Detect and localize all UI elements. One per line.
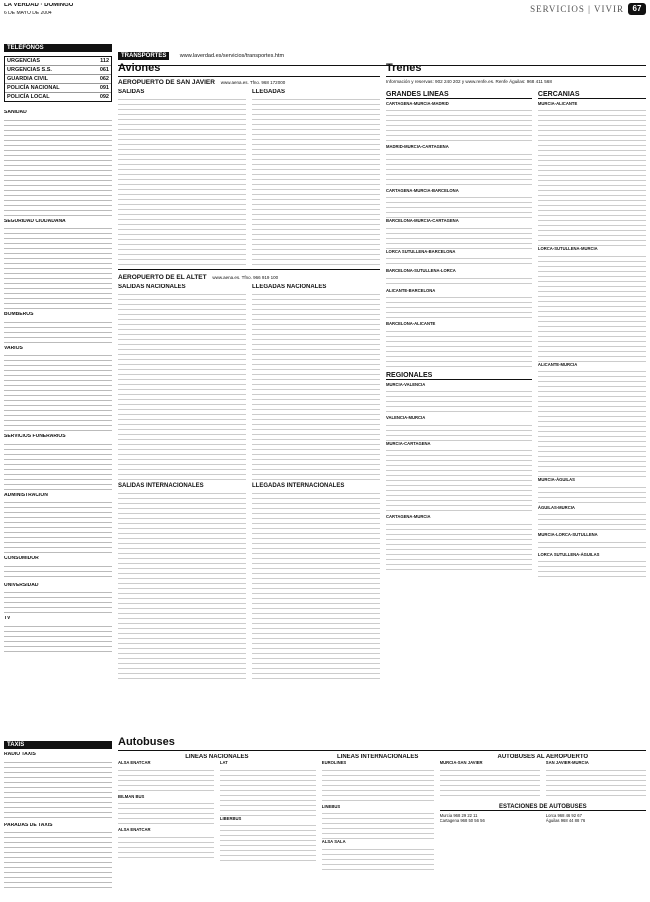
- train-route: LORCA SUTULLENA-ÁGUILAS: [537, 551, 600, 557]
- airport-name: AEROPUERTO DE EL ALTET: [118, 274, 207, 281]
- station-phone: 968 46 92 67: [557, 812, 582, 818]
- phone-list-placeholder: [4, 224, 112, 309]
- emergency-row: [5, 84, 111, 93]
- station-phone: 968 44 88 76: [560, 818, 586, 823]
- train-table-placeholder: [538, 510, 646, 532]
- phone-list-placeholder: [4, 588, 112, 613]
- airport-info: www.aena.es. Tfno. 966 919 100: [212, 275, 279, 280]
- flight-table-placeholder: [118, 489, 246, 679]
- transportes-header: [118, 44, 646, 59]
- airport-info: www.aena.es. Tfno. 968 172000: [220, 80, 286, 85]
- grandes-lineas-heading: GRANDES LÍNEAS: [386, 90, 449, 98]
- regionales-heading: REGIONALES: [386, 371, 433, 379]
- admin-heading: ADMINISTRACIÓN: [4, 492, 48, 498]
- telefonos-column: [4, 44, 112, 734]
- phone-list-placeholder: [4, 562, 112, 580]
- telefonos-title: TELÉFONOS: [4, 44, 112, 52]
- phone-list-placeholder: [4, 440, 112, 490]
- flight-table-placeholder: [252, 290, 380, 480]
- emergency-row: [5, 75, 111, 84]
- bus-info-placeholder: [220, 821, 316, 861]
- emergency-number: 112: [100, 58, 109, 64]
- aeropuerto-heading: AUTOBUSES AL AEROPUERTO: [497, 754, 589, 760]
- sanidad-heading: SANIDAD: [4, 110, 27, 115]
- train-table-placeholder: [538, 106, 646, 246]
- nacionales-heading: LÍNEAS NACIONALES: [185, 754, 249, 760]
- bus-info-placeholder: [118, 799, 214, 827]
- train-table-placeholder: [538, 557, 646, 577]
- emergency-number: 062: [99, 76, 109, 82]
- station-name: Cartagena: [439, 818, 460, 823]
- bus-company: LIBERBUS: [219, 815, 242, 821]
- train-table-placeholder: [386, 327, 532, 367]
- bus-company: ALSA ENATCAR: [118, 827, 151, 832]
- transportes-title: TRANSPORTES: [118, 52, 169, 60]
- train-route: MURCIA-ALICANTE: [537, 100, 578, 106]
- page-number: 67: [628, 3, 646, 15]
- llegadas-nac-heading: LLEGADAS NACIONALES: [252, 284, 327, 290]
- trenes-info: Información y reservas: 902 240 202 y www.renfe.es. Renfe Águilas: 968 411 568: [386, 79, 552, 84]
- estaciones-heading: ESTACIONES DE AUTOBUSES: [499, 803, 587, 810]
- phone-list-placeholder: [4, 498, 112, 553]
- bus-info-placeholder: [322, 845, 434, 873]
- bus-info-placeholder: [322, 809, 434, 839]
- universidad-heading: UNIVERSIDAD: [4, 582, 39, 588]
- san-javier-heading: [118, 79, 380, 86]
- train-table-placeholder: [386, 293, 532, 321]
- train-route: MURCIA-LORCA-SUTULLENA: [537, 532, 598, 537]
- seguridad-heading: SEGURIDAD CIUDADANA: [4, 218, 66, 224]
- station-row: [546, 818, 646, 824]
- emergency-number: 061: [99, 67, 109, 73]
- station-name: Águilas: [545, 818, 560, 823]
- train-table-placeholder: [386, 387, 532, 415]
- train-route: LORCA SUTULLENA-BARCELONA: [386, 248, 456, 254]
- train-route: LORCA-SUTULLENA-MURCIA: [537, 246, 598, 251]
- emergency-number: 091: [99, 85, 109, 91]
- llegadas-int-heading: LLEGADAS INTERNACIONALES: [252, 483, 345, 489]
- emergency-label: GUARDIA CIVIL: [7, 76, 49, 82]
- altet-heading: [118, 274, 380, 281]
- taxis-column: [4, 741, 112, 899]
- llegadas-heading: LLEGADAS: [252, 89, 285, 95]
- trenes-title: Trenes: [386, 62, 422, 74]
- phone-list-placeholder: [4, 622, 112, 652]
- bus-route: SAN JAVIER-MURCIA: [545, 760, 589, 765]
- phone-list-placeholder: [4, 351, 112, 431]
- phone-list-placeholder: [4, 758, 112, 820]
- train-table-placeholder: [386, 106, 532, 144]
- train-route: MURCIA-CARTAGENA: [386, 440, 431, 446]
- train-table-placeholder: [386, 446, 532, 514]
- bus-info-placeholder: [322, 766, 434, 804]
- station-name: Murcia: [439, 812, 453, 818]
- train-table-placeholder: [386, 150, 532, 188]
- phone-list-placeholder: [4, 318, 112, 343]
- bus-info-placeholder: [220, 766, 316, 816]
- train-route: ÁGUILAS-MURCIA: [537, 504, 575, 510]
- bomberos-heading: BOMBEROS: [4, 312, 34, 317]
- train-table-placeholder: [386, 254, 532, 268]
- train-route: BARCELONA-ALICANTE: [386, 321, 436, 326]
- transportes-url: www.laverdad.es/servicios/transportes.htm: [179, 53, 285, 59]
- section-title: SERVICIOS | VIVIR: [530, 4, 624, 14]
- bus-route: MURCIA-SAN JAVIER: [439, 760, 483, 765]
- station-phone: 968 29 22 11: [453, 812, 478, 818]
- flight-table-placeholder: [118, 95, 246, 265]
- radio-taxis-heading: RADIO TAXIS: [4, 752, 36, 757]
- train-route: ALICANTE-BARCELONA: [386, 287, 436, 293]
- bus-info-placeholder: [440, 766, 540, 796]
- salidas-int-heading: SALIDAS INTERNACIONALES: [118, 483, 204, 489]
- cercanias-heading: CERCANÍAS: [537, 90, 580, 98]
- bus-info-placeholder: [118, 833, 214, 861]
- bus-company: EUROLINES: [321, 760, 347, 765]
- train-table-placeholder: [538, 538, 646, 552]
- bus-company: LAT: [219, 760, 228, 765]
- train-table-placeholder: [538, 367, 646, 477]
- emergency-number: 092: [99, 94, 109, 100]
- train-table-placeholder: [386, 421, 532, 441]
- train-route: CARTAGENA-MURCIA-BARCELONA: [386, 187, 459, 193]
- emergency-label: POLICÍA LOCAL: [7, 94, 50, 100]
- funerarios-heading: SERVICIOS FUNERARIOS: [4, 434, 66, 439]
- paradas-heading: PARADAS DE TAXIS: [4, 822, 53, 828]
- tv-heading: TV: [4, 616, 11, 621]
- trenes-section: [386, 62, 646, 730]
- emergency-label: URGENCIAS: [7, 58, 41, 64]
- aviones-title: Aviones: [118, 62, 161, 74]
- phone-list-placeholder: [4, 116, 112, 216]
- train-table-placeholder: [386, 520, 532, 570]
- train-route: CARTAGENA-MURCIA-MADRID: [386, 100, 449, 106]
- train-route: ALICANTE-MURCIA: [537, 361, 578, 367]
- emergency-label: POLICÍA NACIONAL: [7, 85, 60, 91]
- train-route: MURCIA-VALENCIA: [386, 381, 426, 387]
- page-header: [4, 3, 646, 23]
- flight-table-placeholder: [118, 290, 246, 480]
- autobuses-title: Autobuses: [118, 736, 175, 748]
- bus-company: BILMAN BUS: [118, 793, 145, 799]
- emergency-label: URGENCIAS S.S.: [7, 67, 52, 73]
- taxis-title: TAXIS: [4, 741, 112, 749]
- airport-name: AEROPUERTO DE SAN JAVIER: [118, 79, 215, 86]
- phone-list-placeholder: [4, 828, 112, 888]
- train-table-placeholder: [386, 193, 532, 218]
- salidas-nac-heading: SALIDAS NACIONALES: [118, 284, 186, 290]
- train-route: BARCELONA-SUTULLENA-LORCA: [386, 268, 456, 273]
- train-table-placeholder: [386, 274, 532, 288]
- train-table-placeholder: [386, 224, 532, 249]
- train-route: MURCIA-ÁGUILAS: [537, 477, 575, 482]
- consumidor-heading: CONSUMIDOR: [4, 556, 39, 561]
- train-route: VALENCIA-MURCIA: [386, 415, 426, 420]
- newspaper-name: LA VERDAD · DOMINGO: [4, 3, 74, 8]
- issue-date: 6 DE MAYO DE 2004: [4, 11, 52, 16]
- flight-table-placeholder: [252, 95, 380, 265]
- station-name: Lorca: [545, 812, 557, 818]
- train-table-placeholder: [538, 252, 646, 362]
- varios-heading: VARIOS: [4, 345, 23, 351]
- bus-info-placeholder: [546, 766, 646, 796]
- emergency-row: [5, 93, 111, 101]
- emergency-row: [5, 66, 111, 75]
- bus-company: ALSA SALA: [321, 839, 346, 844]
- internacionales-heading: LÍNEAS INTERNACIONALES: [337, 754, 419, 760]
- autobuses-section: [118, 736, 646, 898]
- bus-company: LINEBUS: [321, 803, 341, 809]
- station-phone: 968 50 56 56: [460, 818, 485, 823]
- station-row: [440, 818, 540, 824]
- bus-info-placeholder: [118, 766, 214, 794]
- train-route: BARCELONA-MURCIA-CARTAGENA: [386, 218, 459, 223]
- flight-table-placeholder: [252, 489, 380, 679]
- train-route: MADRID-MURCIA-CARTAGENA: [386, 144, 449, 149]
- bus-company: ALSA ENATCAR: [118, 760, 151, 765]
- train-route: CARTAGENA-MURCIA: [386, 514, 431, 519]
- emergency-row: [5, 57, 111, 66]
- salidas-heading: SALIDAS: [118, 89, 145, 95]
- train-table-placeholder: [538, 483, 646, 505]
- aviones-section: [118, 62, 380, 730]
